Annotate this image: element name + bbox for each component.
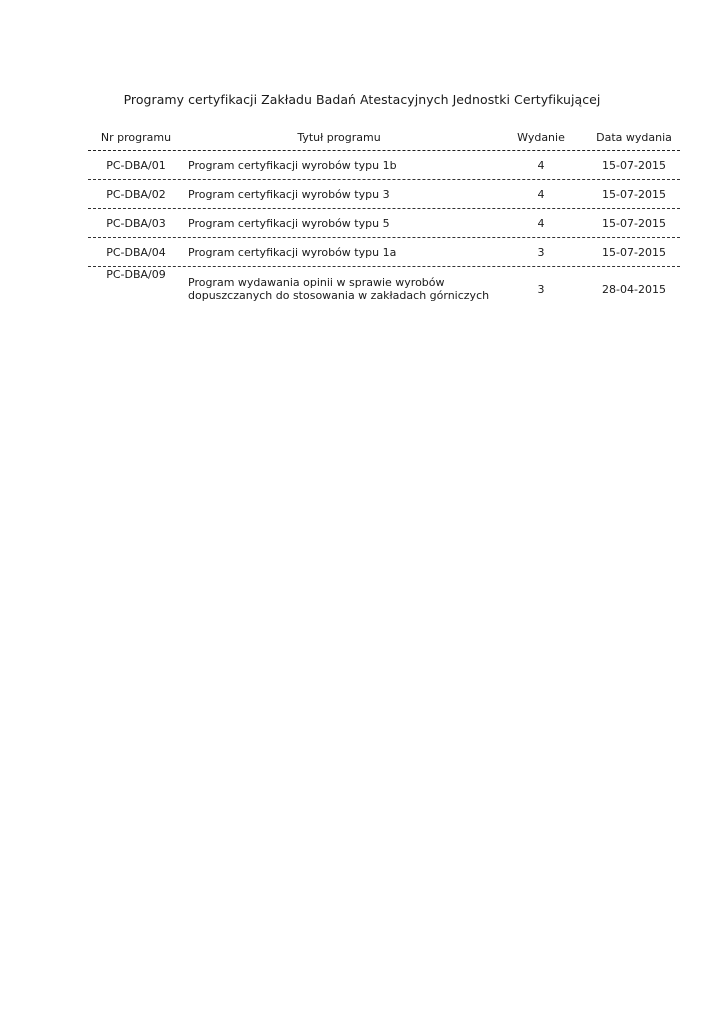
program-number: PC-DBA/02 bbox=[106, 187, 166, 201]
program-title: Program certyfikacji wyrobów typu 5 bbox=[188, 216, 390, 230]
program-edition: 3 bbox=[537, 282, 545, 296]
programs-table bbox=[88, 124, 680, 311]
program-title-line: dopuszczanych do stosowania w zakładach górniczych bbox=[188, 289, 490, 302]
document-title: Programy certyfikacji Zakładu Badań Atestacyjnych Jednostki Certyfikującej bbox=[123, 92, 601, 107]
program-issue-date: 28-04-2015 bbox=[602, 282, 666, 296]
program-issue-date: 15-07-2015 bbox=[602, 158, 666, 172]
header-program-title: Tytuł programu bbox=[297, 130, 381, 144]
program-issue-date: 15-07-2015 bbox=[602, 187, 666, 201]
program-edition: 4 bbox=[537, 158, 545, 172]
program-issue-date: 15-07-2015 bbox=[602, 216, 666, 230]
program-number: PC-DBA/04 bbox=[106, 245, 166, 259]
header-program-number: Nr programu bbox=[100, 130, 172, 144]
program-number: PC-DBA/03 bbox=[106, 216, 166, 230]
program-edition: 4 bbox=[537, 216, 545, 230]
program-title-line: Program wydawania opinii w sprawie wyrobów bbox=[188, 276, 445, 289]
table-row bbox=[88, 238, 680, 267]
program-number: PC-DBA/09 bbox=[106, 268, 166, 281]
program-edition: 4 bbox=[537, 187, 545, 201]
program-title: Program certyfikacji wyrobów typu 3 bbox=[188, 187, 390, 201]
program-issue-date: 15-07-2015 bbox=[602, 245, 666, 259]
program-number: PC-DBA/01 bbox=[106, 158, 166, 172]
table-row bbox=[88, 180, 680, 209]
program-edition: 3 bbox=[537, 245, 545, 259]
table-header-row bbox=[88, 124, 680, 151]
program-title bbox=[184, 276, 494, 302]
program-title: Program certyfikacji wyrobów typu 1a bbox=[188, 245, 397, 259]
table-row bbox=[88, 267, 680, 311]
program-title: Program certyfikacji wyrobów typu 1b bbox=[188, 158, 397, 172]
header-edition: Wydanie bbox=[517, 130, 565, 144]
table-row bbox=[88, 209, 680, 238]
header-issue-date: Data wydania bbox=[596, 130, 672, 144]
table-row bbox=[88, 151, 680, 180]
